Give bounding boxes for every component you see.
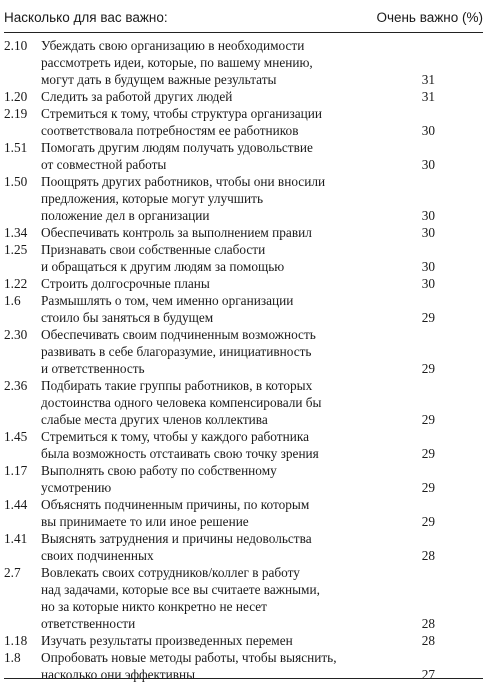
item-text (41, 105, 371, 139)
table-row (0, 173, 487, 224)
item-percent-value: 27 (421, 667, 435, 682)
item-text-line: Выполнять свою работу по собственному (41, 463, 277, 478)
item-text-line: Убеждать свою организацию в необходимости (41, 38, 305, 53)
item-text-line: Подбирать такие группы работников, в которых (41, 378, 313, 393)
item-text (41, 139, 371, 173)
item-code: 1.18 (4, 633, 28, 648)
item-code: 1.22 (4, 276, 28, 291)
item-text (41, 292, 371, 326)
table-row (0, 139, 487, 173)
item-percent-value: 29 (421, 514, 435, 529)
table-row (0, 88, 487, 105)
table-body (0, 37, 487, 683)
item-code: 2.7 (4, 565, 21, 580)
item-percent-value: 30 (421, 123, 435, 138)
very-important-column-header: Очень важно (%) (376, 10, 483, 25)
item-text-line: Стремиться к тому, чтобы структура организации (41, 106, 322, 121)
table-row (0, 224, 487, 241)
item-percent-value: 30 (421, 259, 435, 274)
item-text-line: Объяснять подчиненным причины, по которым (41, 497, 310, 512)
item-text-line: Изучать результаты произведенных перемен (41, 633, 293, 648)
item-percent-value: 28 (421, 633, 435, 648)
item-percent-value: 28 (421, 616, 435, 631)
item-text-line: Обеспечивать контроль за выполнением правил (41, 225, 312, 240)
table-row (0, 326, 487, 377)
item-text (41, 462, 371, 496)
item-text-line: но за которые никто конкретно не несет (41, 599, 267, 614)
item-percent-value: 29 (421, 310, 435, 325)
item-text-line: предложения, которые могут улучшить (41, 191, 264, 206)
item-percent-value: 29 (421, 480, 435, 495)
item-text (41, 564, 371, 632)
item-percent-value: 29 (421, 361, 435, 376)
item-text-line: Стремиться к тому, чтобы у каждого работника (41, 429, 309, 444)
item-text (41, 496, 371, 530)
item-text (41, 428, 371, 462)
item-text-line: вы принимаете то или иное решение (41, 514, 249, 529)
table-row (0, 241, 487, 275)
table-row (0, 37, 487, 88)
item-text-line: стоило бы заняться в будущем (41, 310, 214, 325)
table-row (0, 292, 487, 326)
item-text (41, 224, 371, 241)
item-code: 1.44 (4, 497, 28, 512)
item-text-line: над задачами, которые все вы считаете важными, (41, 582, 320, 597)
item-text-line: Обеспечивать своим подчиненным возможность (41, 327, 316, 342)
item-code: 1.51 (4, 140, 28, 155)
item-code: 1.20 (4, 89, 28, 104)
item-percent-value: 29 (421, 412, 435, 427)
item-text (41, 530, 371, 564)
item-percent-value: 30 (421, 276, 435, 291)
item-text-line: Строить долгосрочные планы (41, 276, 210, 291)
table-header (4, 6, 483, 30)
item-text-line: насколько они эффективны (41, 667, 196, 682)
item-text-line: усмотрению (41, 480, 112, 495)
item-text-line: Вовлекать своих сотрудников/коллег в работу (41, 565, 300, 580)
item-text-line: рассмотреть идеи, которые, по вашему мнению, (41, 55, 313, 70)
item-code: 1.50 (4, 174, 28, 189)
item-text-line: Выяснять затруднения и причины недовольства (41, 531, 312, 546)
item-text (41, 241, 371, 275)
item-percent-value: 30 (421, 157, 435, 172)
table-row (0, 632, 487, 649)
item-code: 2.19 (4, 106, 28, 121)
item-percent-value: 31 (421, 89, 435, 104)
table-row (0, 105, 487, 139)
item-text-line: Размышлять о том, чем именно организации (41, 293, 294, 308)
table-row (0, 564, 487, 632)
item-text-line: достоинства одного человека компенсировали бы (41, 395, 322, 410)
item-text-line: могут дать в будущем важные результаты (41, 72, 277, 87)
item-text-line: Поощрять других работников, чтобы они вносили (41, 174, 326, 189)
item-text-line: Опробовать новые методы работы, чтобы выяснить, (41, 650, 337, 665)
table-row (0, 462, 487, 496)
item-text-line: была возможность отстаивать свою точку зрения (41, 446, 319, 461)
item-text (41, 37, 371, 88)
item-code: 1.45 (4, 429, 28, 444)
item-percent-value: 29 (421, 446, 435, 461)
item-code: 2.36 (4, 378, 28, 393)
item-text-line: положение дел в организации (41, 208, 210, 223)
item-text-line: своих подчиненных (41, 548, 154, 563)
item-code: 2.30 (4, 327, 28, 342)
item-text-line: Следить за работой других людей (41, 89, 233, 104)
item-code: 1.6 (4, 293, 21, 308)
item-text-line: ответственности (41, 616, 136, 631)
item-text-line: и ответственность (41, 361, 145, 376)
item-code: 1.17 (4, 463, 28, 478)
table-row (0, 377, 487, 428)
table-row (0, 275, 487, 292)
item-text-line: развивать в себе благоразумие, инициативность (41, 344, 312, 359)
item-percent-value: 28 (421, 548, 435, 563)
item-text (41, 88, 371, 105)
table-bottom-rule (4, 678, 483, 679)
item-text-line: слабые места других членов коллектива (41, 412, 268, 427)
item-code: 1.34 (4, 225, 28, 240)
item-text (41, 173, 371, 224)
item-text-line: от совместной работы (41, 157, 167, 172)
table-row (0, 496, 487, 530)
item-text-line: соответствовала потребностям ее работников (41, 123, 299, 138)
header-divider (4, 32, 483, 33)
item-text-line: и обращаться к другим людям за помощью (41, 259, 285, 274)
item-percent-value: 30 (421, 225, 435, 240)
question-column-header: Насколько для вас важно: (4, 10, 168, 25)
item-text-line: Помогать другим людям получать удовольствие (41, 140, 313, 155)
item-text-line: Признавать свои собственные слабости (41, 242, 266, 257)
item-code: 1.8 (4, 650, 21, 665)
item-text (41, 326, 371, 377)
item-code: 2.10 (4, 38, 28, 53)
item-text (41, 275, 371, 292)
item-text (41, 377, 371, 428)
item-percent-value: 31 (421, 72, 435, 87)
table-row (0, 530, 487, 564)
item-code: 1.25 (4, 242, 28, 257)
item-text (41, 632, 371, 649)
item-code: 1.41 (4, 531, 28, 546)
table-row (0, 428, 487, 462)
item-percent-value: 30 (421, 208, 435, 223)
